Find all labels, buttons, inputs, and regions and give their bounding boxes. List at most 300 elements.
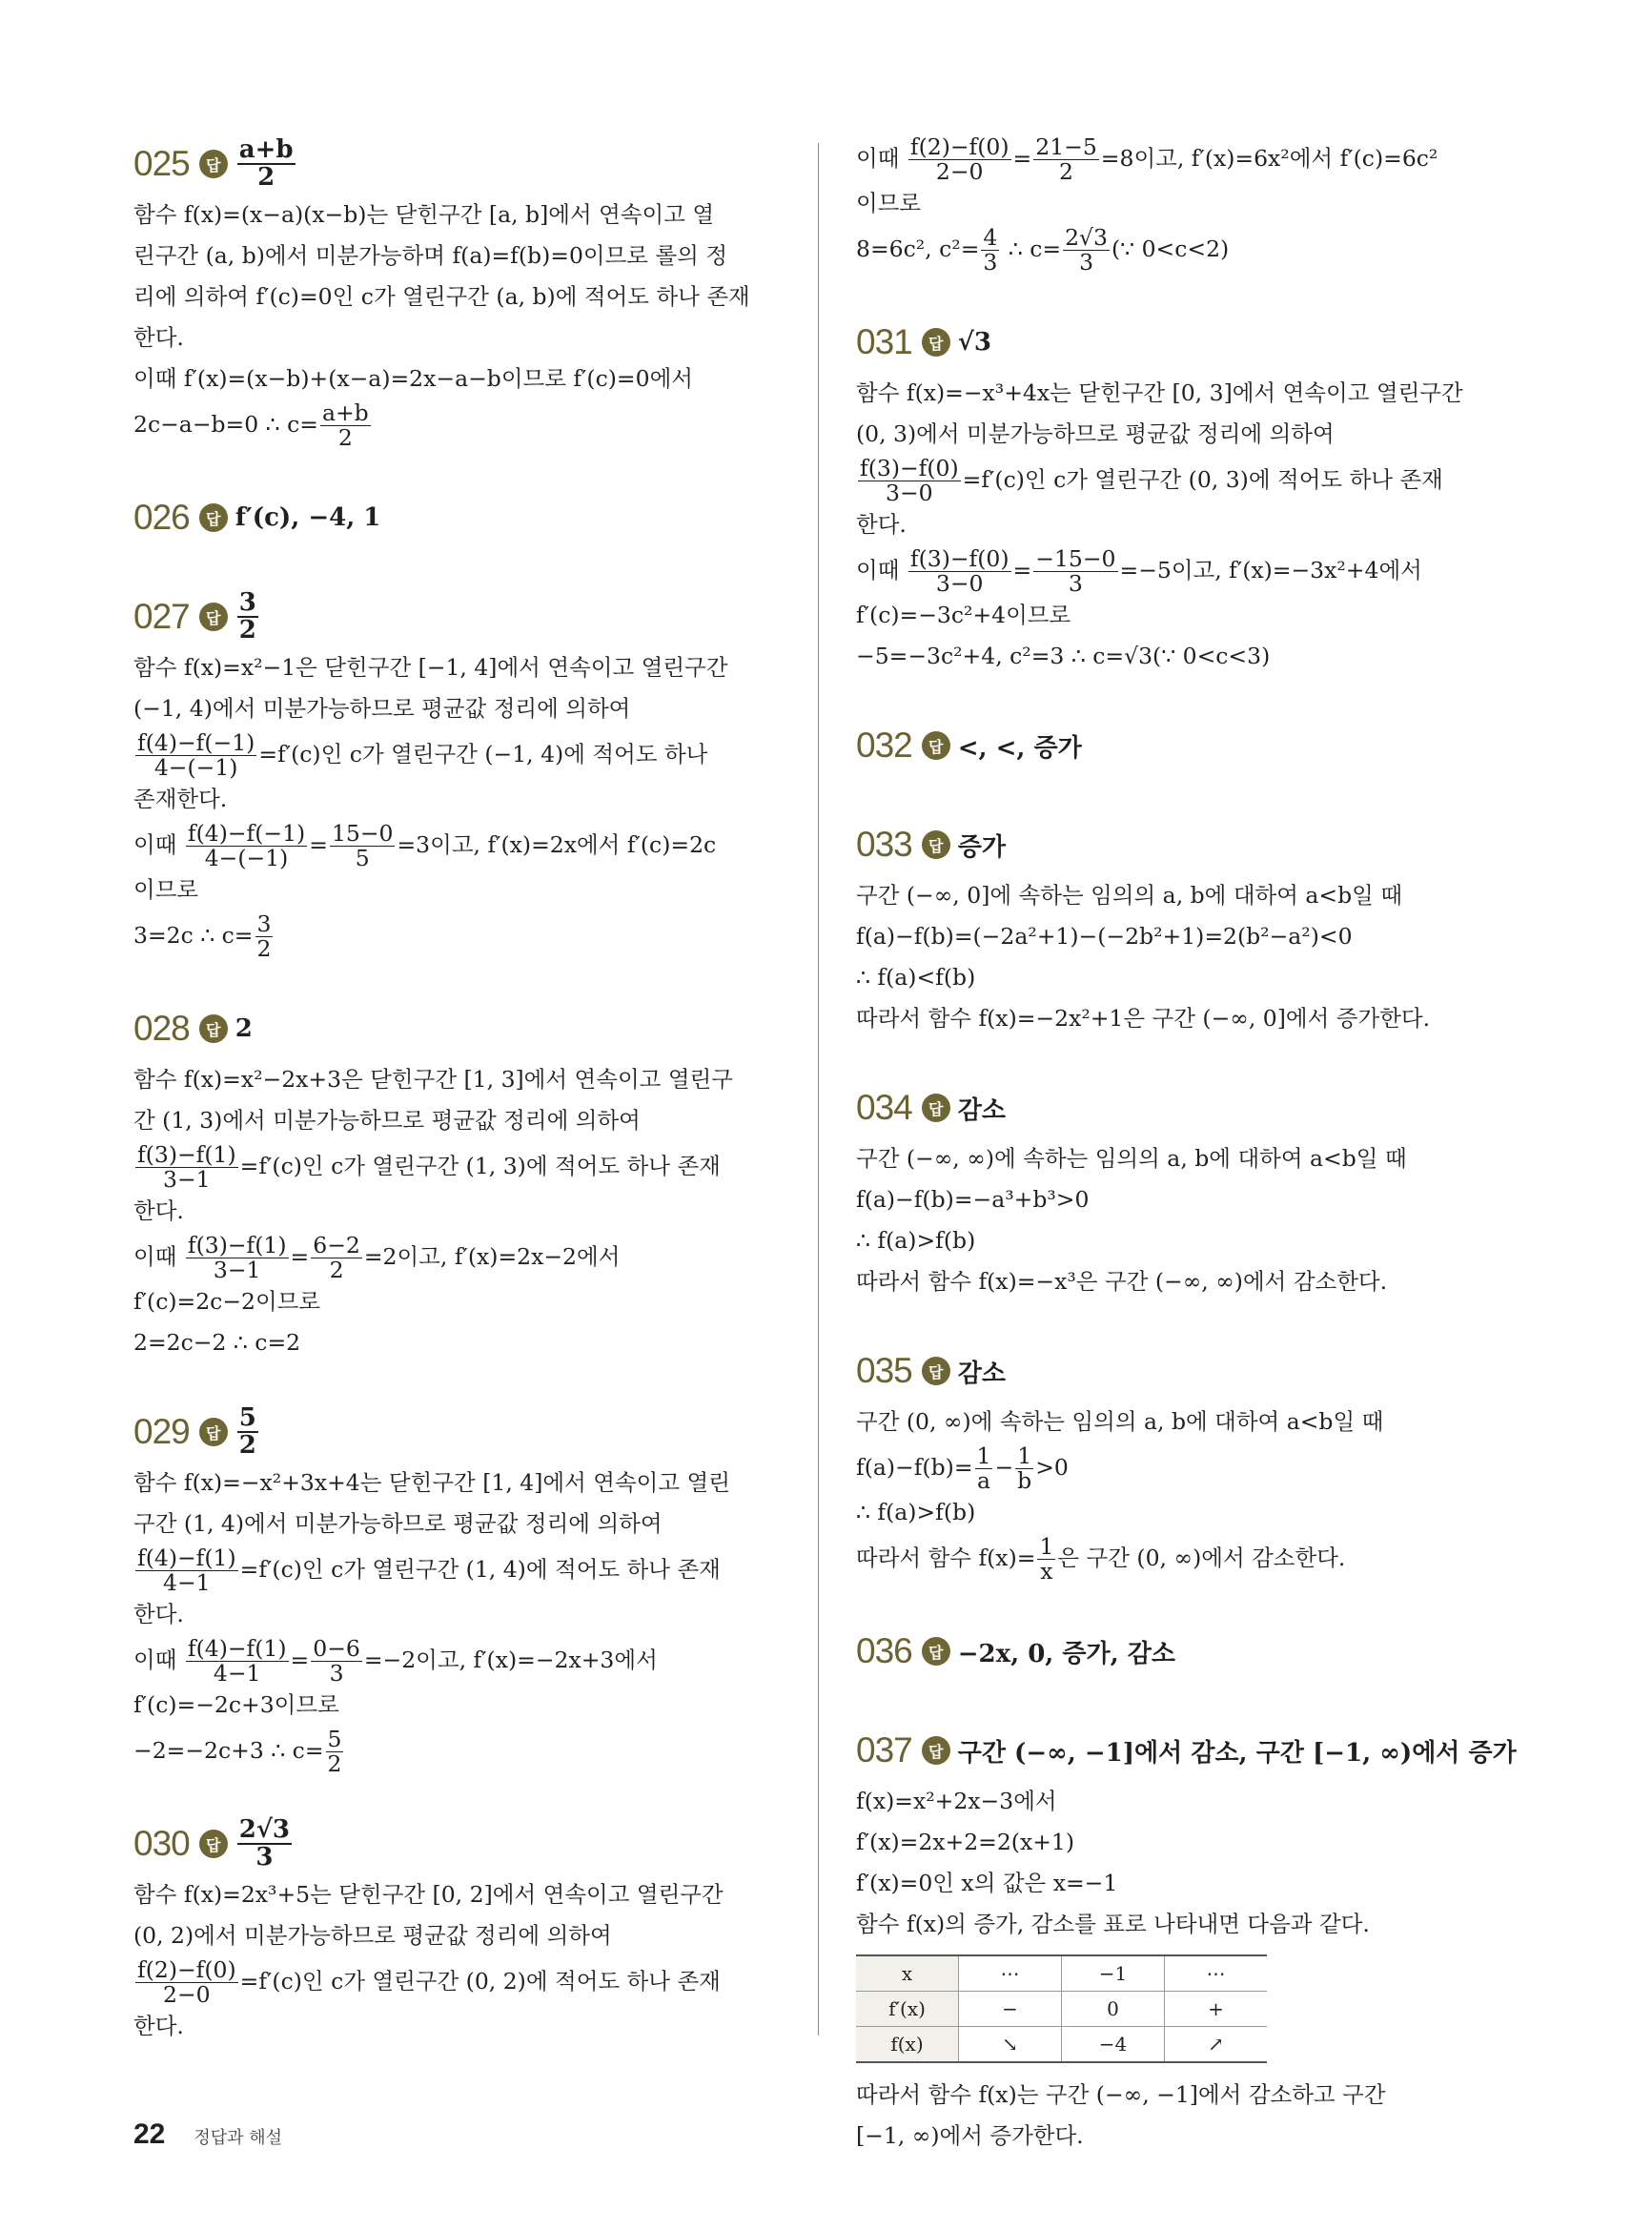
fraction — [186, 1637, 289, 1685]
line-text: 한다. — [856, 511, 907, 538]
table-row-header: x — [856, 1955, 959, 1992]
solution-line — [133, 1915, 791, 1956]
fraction-denominator: 2 — [329, 1257, 344, 1283]
answer-text — [235, 134, 297, 192]
fraction-numerator: 15−0 — [331, 820, 394, 848]
fraction-numerator: f(3)−f(1) — [187, 1232, 287, 1259]
solution-line — [133, 1635, 791, 1685]
answer-fraction — [237, 134, 296, 192]
solution-line — [856, 373, 1523, 414]
fraction-denominator: 2−0 — [935, 158, 984, 185]
fraction — [908, 135, 1011, 183]
fraction-denominator: 2 — [256, 935, 272, 962]
line-text: 2=2c−2 ∴ c=2 — [133, 1329, 301, 1356]
line-text: 따라서 함수 f(x)=−x³은 구간 (−∞, ∞)에서 감소한다. — [856, 1268, 1388, 1295]
problem-028 — [133, 998, 791, 1363]
problem-number: 025 — [133, 144, 190, 183]
problem-number: 031 — [856, 322, 912, 361]
line-text: = — [1012, 557, 1032, 583]
problem-number: 029 — [133, 1412, 190, 1451]
line-text: f′(c)=−2c+3이므로 — [133, 1691, 339, 1718]
answer-text — [235, 587, 260, 644]
fraction-denominator: 3−0 — [935, 570, 984, 597]
solution-line — [133, 1191, 791, 1232]
line-text: (∵ 0<c<2) — [1111, 235, 1230, 262]
line-text: −2=−2c+3 ∴ c= — [133, 1737, 324, 1764]
solution-line — [133, 1463, 791, 1504]
variation-table — [856, 1954, 1267, 2063]
problem-header — [856, 1340, 1523, 1401]
answer-badge: 답 — [922, 1094, 950, 1122]
solution-line — [856, 875, 1523, 916]
solution-line — [856, 595, 1523, 636]
fraction — [186, 822, 307, 869]
table-row-header: f′(x) — [856, 1992, 959, 2027]
problem-029 — [133, 1401, 791, 1775]
line-text: f(a)−f(b)= — [856, 1454, 973, 1481]
answer-text: −2x, 0, 증가, 감소 — [957, 1639, 1175, 1668]
fraction-denominator: 2−0 — [163, 1981, 211, 2008]
solution-line — [856, 224, 1523, 274]
fraction — [135, 1143, 238, 1191]
answer-badge: 답 — [199, 503, 228, 532]
line-text: >0 — [1035, 1454, 1069, 1481]
answer-text: 구간 (−∞, −1]에서 감소, 구간 [−1, ∞)에서 증가 — [957, 1738, 1517, 1768]
answer-badge: 답 — [199, 1830, 228, 1858]
problem-header — [856, 814, 1523, 875]
solution-line — [856, 2116, 1523, 2157]
solution-line — [133, 1726, 791, 1775]
line-text: 함수 f(x)=−x³+4x는 닫힌구간 [0, 3]에서 연속이고 열린구간 — [856, 379, 1463, 406]
fraction-numerator: −15−0 — [1035, 545, 1116, 573]
line-text: f(a)−f(b)=−a³+b³>0 — [856, 1186, 1090, 1213]
line-text: 한다. — [133, 2013, 184, 2039]
problem-header — [133, 998, 791, 1059]
fraction — [186, 1234, 289, 1281]
solution-line — [856, 1138, 1523, 1179]
line-text: =2이고, f′(x)=2x−2에서 — [363, 1243, 621, 1270]
line-text: =f′(c)인 c가 열린구간 (1, 4)에 적어도 하나 존재 — [239, 1556, 721, 1583]
fraction-numerator: 2√3 — [1065, 224, 1108, 252]
line-text: 이때 — [133, 1243, 184, 1270]
fraction — [320, 401, 371, 449]
fraction-numerator: f(3)−f(1) — [137, 1141, 236, 1169]
table-cell: − — [959, 1992, 1062, 2027]
line-text: =3이고, f′(x)=2x에서 f′(c)=2c — [397, 831, 717, 858]
solution-line — [133, 910, 791, 960]
solution-line — [133, 276, 791, 317]
answer-fraction — [237, 1814, 292, 1872]
fraction-denominator: 2 — [238, 1431, 256, 1460]
fraction-denominator: 3 — [1079, 249, 1094, 276]
solution-line — [856, 1492, 1523, 1533]
solution-line — [133, 1281, 791, 1322]
solution-line — [856, 636, 1523, 677]
column-divider — [818, 143, 819, 2036]
line-text: =f′(c)인 c가 열린구간 (0, 2)에 적어도 하나 존재 — [239, 1968, 721, 1995]
line-text: 이므로 — [856, 190, 922, 216]
line-text: 이므로 — [133, 876, 199, 903]
fraction-denominator: x — [1040, 1558, 1053, 1585]
problem-027 — [133, 586, 791, 960]
line-text: =−2이고, f′(x)=−2x+3에서 — [363, 1647, 658, 1673]
line-text: − — [994, 1454, 1014, 1481]
line-text: 이때 f′(x)=(x−b)+(x−a)=2x−a−b이므로 f′(c)=0에서 — [133, 365, 693, 392]
answer-text: <, <, 증가 — [957, 733, 1082, 763]
line-text: 따라서 함수 f(x)= — [856, 1545, 1036, 1571]
fraction-denominator: 2 — [257, 163, 275, 192]
problem-number: 026 — [133, 498, 190, 537]
answer-text — [235, 1402, 260, 1460]
fraction-numerator: f(4)−f(−1) — [187, 820, 306, 848]
fraction — [1033, 547, 1117, 595]
problem-header — [133, 1813, 791, 1874]
line-text: 함수 f(x)의 증가, 감소를 표로 나타내면 다음과 같다. — [856, 1911, 1370, 1937]
fraction — [135, 1546, 238, 1594]
solution-line — [856, 1442, 1523, 1492]
problem-number: 035 — [856, 1351, 912, 1390]
answer-badge: 답 — [199, 1418, 228, 1446]
answer-text: 감소 — [957, 1095, 1006, 1125]
fraction-denominator: 4−1 — [213, 1660, 261, 1687]
problem-header — [856, 1720, 1523, 1781]
answer-badge: 답 — [199, 1014, 228, 1043]
line-text: 8=6c², c²= — [856, 235, 980, 262]
fraction-numerator: f(4)−f(1) — [187, 1635, 287, 1663]
table-cell: + — [1165, 1992, 1268, 2027]
table-cell: ↘ — [959, 2027, 1062, 2063]
answer-badge: 답 — [922, 830, 950, 859]
problem-026 — [133, 487, 791, 548]
fraction-denominator: 3−0 — [886, 480, 933, 506]
line-text: 함수 f(x)=x²−1은 닫힌구간 [−1, 4]에서 연속이고 열린구간 — [133, 654, 728, 681]
table-cell: ⋯ — [959, 1955, 1062, 1992]
fraction — [135, 1958, 238, 2006]
answer-text: 감소 — [957, 1359, 1006, 1388]
line-text: 함수 f(x)=x²−2x+3은 닫힌구간 [1, 3]에서 연속이고 열린구 — [133, 1066, 733, 1093]
solution-line — [133, 1545, 791, 1594]
fraction-denominator: 3 — [255, 1843, 274, 1872]
fraction-denominator: 5 — [355, 845, 370, 871]
solution-line — [856, 133, 1523, 183]
problem-033 — [856, 814, 1523, 1039]
solution-line — [856, 1781, 1523, 1822]
solution-line — [133, 399, 791, 449]
fraction-denominator: 3 — [329, 1660, 344, 1687]
fraction-denominator: 3 — [1068, 570, 1083, 597]
fraction-numerator: 1 — [976, 1442, 991, 1470]
problem-number: 027 — [133, 597, 190, 636]
answer-text: f′(c), −4, 1 — [235, 503, 381, 532]
answer-badge: 답 — [922, 328, 950, 357]
solution-line — [133, 235, 791, 276]
problem-header — [133, 487, 791, 548]
line-text: 한다. — [133, 1601, 184, 1627]
fraction — [1037, 1535, 1055, 1583]
fraction-denominator: 2 — [238, 616, 256, 644]
line-text: =f′(c)인 c가 열린구간 (0, 3)에 적어도 하나 존재 — [962, 466, 1443, 493]
fraction-numerator: 21−5 — [1035, 133, 1097, 161]
fraction-denominator: 3−1 — [163, 1166, 211, 1193]
line-text: 3=2c ∴ c= — [133, 922, 254, 949]
line-text: 존재한다. — [133, 786, 228, 812]
table-row — [856, 1992, 1267, 2027]
fraction-numerator: 0−6 — [313, 1635, 360, 1663]
line-text: 구간 (−∞, ∞)에 속하는 임의의 a, b에 대하여 a<b일 때 — [856, 1145, 1407, 1172]
solution-line — [133, 869, 791, 910]
fraction-denominator: 2 — [1059, 158, 1073, 185]
fraction-denominator: b — [1017, 1467, 1032, 1494]
answer-badge: 답 — [199, 150, 228, 178]
fraction — [311, 1637, 362, 1685]
table-cell: −1 — [1062, 1955, 1165, 1992]
problem-025 — [133, 133, 791, 449]
line-text: (−1, 4)에서 미분가능하므로 평균값 정리에 의하여 — [133, 695, 631, 722]
line-text: 구간 (−∞, 0]에 속하는 임의의 a, b에 대하여 a<b일 때 — [856, 882, 1403, 909]
solution-line — [856, 1401, 1523, 1442]
answer-text: √3 — [957, 328, 991, 357]
line-text: 함수 f(x)=(x−a)(x−b)는 닫힌구간 [a, b]에서 연속이고 열 — [133, 201, 715, 228]
solution-line — [133, 647, 791, 688]
solution-line — [133, 820, 791, 869]
solution-line — [856, 545, 1523, 595]
fraction-numerator: 6−2 — [313, 1232, 360, 1259]
problem-header — [133, 586, 791, 647]
solution-line — [856, 2075, 1523, 2116]
line-text: 따라서 함수 f(x)는 구간 (−∞, −1]에서 감소하고 구간 — [856, 2081, 1386, 2108]
line-text: 구간 (1, 4)에서 미분가능하므로 평균값 정리에 의하여 — [133, 1510, 663, 1537]
fraction — [311, 1234, 362, 1281]
solution-line — [133, 1874, 791, 1915]
footer-title: 정답과 해설 — [194, 2128, 283, 2148]
solution-line — [133, 688, 791, 729]
answer-badge: 답 — [199, 603, 228, 631]
fraction-denominator: 2 — [337, 424, 353, 451]
fraction — [975, 1444, 993, 1492]
right-column — [856, 133, 1523, 2195]
line-text: f(x)=x²+2x−3에서 — [856, 1788, 1057, 1814]
line-text: ∴ c= — [1001, 235, 1062, 262]
line-text: =f′(c)인 c가 열린구간 (−1, 4)에 적어도 하나 — [258, 741, 708, 767]
problem-035 — [856, 1340, 1523, 1583]
line-text: f′(x)=2x+2=2(x+1) — [856, 1829, 1075, 1855]
problem-header — [856, 1621, 1523, 1682]
solution-line — [133, 729, 791, 779]
solution-line — [856, 1904, 1523, 1945]
fraction-numerator: f(4)−f(1) — [137, 1545, 236, 1572]
line-text: = — [309, 831, 328, 858]
line-text: ∴ f(a)>f(b) — [856, 1499, 976, 1525]
solution-line — [133, 194, 791, 235]
answer-badge: 답 — [922, 1736, 950, 1765]
solution-line — [856, 1863, 1523, 1904]
fraction-denominator: 4−1 — [163, 1569, 211, 1596]
line-text: =f′(c)인 c가 열린구간 (1, 3)에 적어도 하나 존재 — [239, 1153, 721, 1179]
line-text: (0, 3)에서 미분가능하므로 평균값 정리에 의하여 — [856, 420, 1335, 447]
solution-line — [856, 504, 1523, 545]
problem-number: 034 — [856, 1088, 912, 1127]
answer-text: 2 — [235, 1014, 253, 1043]
problem-number: 036 — [856, 1631, 912, 1670]
line-text: 은 구간 (0, ∞)에서 감소한다. — [1057, 1545, 1346, 1571]
fraction-denominator: 4−(−1) — [204, 845, 289, 871]
solution-line — [856, 414, 1523, 455]
line-text: 이때 — [133, 1647, 184, 1673]
problem-number: 030 — [133, 1824, 190, 1863]
table-cell: 0 — [1062, 1992, 1165, 2027]
line-text: 이때 — [856, 145, 907, 172]
solution-line — [856, 998, 1523, 1039]
table-row — [856, 1955, 1267, 1992]
line-text: 이때 — [856, 557, 907, 583]
problem-036 — [856, 1621, 1523, 1682]
line-text: 한다. — [133, 1197, 184, 1224]
solution-line — [133, 1594, 791, 1635]
fraction-denominator: 3−1 — [213, 1257, 261, 1283]
problem-header — [856, 312, 1523, 373]
fraction-denominator: 3 — [983, 249, 998, 276]
fraction-numerator: 2√3 — [238, 1814, 291, 1844]
fraction-numerator: f(3)−f(0) — [860, 455, 959, 482]
line-text: 린구간 (a, b)에서 미분가능하며 f(a)=f(b)=0이므로 롤의 정 — [133, 242, 728, 269]
line-text: 리에 의하여 f′(c)=0인 c가 열린구간 (a, b)에 적어도 하나 존재 — [133, 283, 750, 310]
line-text: =8이고, f′(x)=6x²에서 f′(c)=6c² — [1100, 145, 1438, 172]
fraction-denominator: 4−(−1) — [153, 754, 238, 781]
fraction-numerator: 4 — [983, 224, 998, 252]
problem-number: 028 — [133, 1009, 190, 1048]
line-text: 2c−a−b=0 ∴ c= — [133, 411, 318, 438]
problem-037 — [856, 1720, 1523, 2157]
problem-030 — [133, 1813, 791, 2047]
table-cell: ⋯ — [1165, 1955, 1268, 1992]
solution-line — [133, 1141, 791, 1191]
line-text: 따라서 함수 f(x)=−2x²+1은 구간 (−∞, 0]에서 증가한다. — [856, 1005, 1431, 1032]
table-row — [856, 2027, 1267, 2063]
fraction-numerator: f(2)−f(0) — [909, 133, 1010, 161]
fraction — [1063, 226, 1110, 274]
line-text: 함수 f(x)=−x²+3x+4는 닫힌구간 [1, 4]에서 연속이고 열린 — [133, 1469, 730, 1496]
solution-line — [133, 2006, 791, 2047]
line-text: = — [1012, 145, 1032, 172]
solution-line — [133, 358, 791, 399]
answer-fraction — [237, 1402, 258, 1460]
answer-badge: 답 — [922, 1357, 950, 1385]
solution-line — [133, 1685, 791, 1726]
solution-line — [133, 1504, 791, 1545]
left-column — [133, 133, 791, 2085]
solution-line — [856, 957, 1523, 998]
line-text: = — [290, 1243, 310, 1270]
fraction-numerator: 1 — [1015, 1444, 1033, 1469]
line-text: 구간 (0, ∞)에 속하는 임의의 a, b에 대하여 a<b일 때 — [856, 1408, 1384, 1435]
page-footer — [133, 2118, 282, 2151]
fraction-numerator: 5 — [238, 1402, 256, 1432]
problem-031 — [856, 312, 1523, 677]
fraction — [1033, 135, 1099, 183]
solution-line — [856, 916, 1523, 957]
line-text: =−5이고, f′(x)=−3x²+4에서 — [1119, 557, 1422, 583]
fraction-numerator: f(2)−f(0) — [137, 1956, 236, 1984]
fraction-numerator: f(4)−f(−1) — [137, 729, 255, 757]
problem-continued — [856, 133, 1523, 274]
solution-line — [133, 317, 791, 358]
solution-line — [133, 1322, 791, 1363]
answer-text — [235, 1814, 294, 1872]
line-text: −5=−3c²+4, c²=3 ∴ c=√3(∵ 0<c<3) — [856, 643, 1271, 669]
answer-fraction — [237, 587, 258, 644]
fraction-denominator: a — [976, 1467, 990, 1494]
line-text: (0, 2)에서 미분가능하므로 평균값 정리에 의하여 — [133, 1922, 612, 1949]
problem-034 — [856, 1077, 1523, 1302]
fraction-numerator: 1 — [1039, 1533, 1054, 1561]
fraction-numerator: a+b — [238, 134, 294, 164]
line-text: [−1, ∞)에서 증가한다. — [856, 2122, 1084, 2149]
line-text: = — [290, 1647, 310, 1673]
fraction-numerator: 3 — [256, 910, 272, 938]
fraction-numerator: f(3)−f(0) — [909, 545, 1010, 573]
table-cell: −4 — [1062, 2027, 1165, 2063]
problem-header — [856, 715, 1523, 776]
solution-line — [856, 1220, 1523, 1261]
solution-line — [133, 1232, 791, 1281]
solution-line — [856, 1179, 1523, 1220]
problem-number: 032 — [856, 726, 912, 765]
fraction — [326, 1728, 344, 1775]
line-text: 함수 f(x)=2x³+5는 닫힌구간 [0, 2]에서 연속이고 열린구간 — [133, 1881, 724, 1908]
fraction — [858, 457, 961, 504]
solution-line — [856, 1822, 1523, 1863]
solution-line — [133, 779, 791, 820]
line-text: ∴ f(a)>f(b) — [856, 1227, 976, 1254]
table-cell: ↗ — [1165, 2027, 1268, 2063]
problem-header — [133, 133, 791, 194]
solution-line — [856, 1533, 1523, 1583]
solution-line — [856, 183, 1523, 224]
line-text: 한다. — [133, 324, 184, 351]
fraction-denominator: 2 — [327, 1750, 342, 1777]
fraction-numerator: 5 — [327, 1726, 342, 1753]
line-text: f′(x)=0인 x의 값은 x=−1 — [856, 1870, 1118, 1896]
fraction — [330, 822, 396, 869]
table-row-header: f(x) — [856, 2027, 959, 2063]
problem-032 — [856, 715, 1523, 776]
page-number: 22 — [133, 2118, 166, 2150]
fraction-numerator: a+b — [321, 399, 369, 427]
problem-header — [856, 1077, 1523, 1138]
problem-header — [133, 1401, 791, 1463]
answer-text: 증가 — [957, 832, 1006, 862]
fraction — [255, 912, 274, 960]
answer-badge: 답 — [922, 731, 950, 760]
line-text: f(a)−f(b)=(−2a²+1)−(−2b²+1)=2(b²−a²)<0 — [856, 923, 1353, 950]
fraction — [1015, 1444, 1033, 1492]
line-text: f′(c)=−3c²+4이므로 — [856, 602, 1071, 628]
answer-badge: 답 — [922, 1637, 950, 1666]
fraction — [135, 731, 256, 779]
solution-line — [133, 1100, 791, 1141]
problem-number: 033 — [856, 825, 912, 864]
fraction — [908, 547, 1011, 595]
line-text: f′(c)=2c−2이므로 — [133, 1288, 321, 1315]
fraction — [981, 226, 999, 274]
solution-line — [133, 1059, 791, 1100]
solution-line — [133, 1956, 791, 2006]
solution-line — [856, 455, 1523, 504]
problem-number: 037 — [856, 1730, 912, 1770]
line-text: 이때 — [133, 831, 184, 858]
line-text: ∴ f(a)<f(b) — [856, 964, 976, 991]
solution-line — [856, 1261, 1523, 1302]
